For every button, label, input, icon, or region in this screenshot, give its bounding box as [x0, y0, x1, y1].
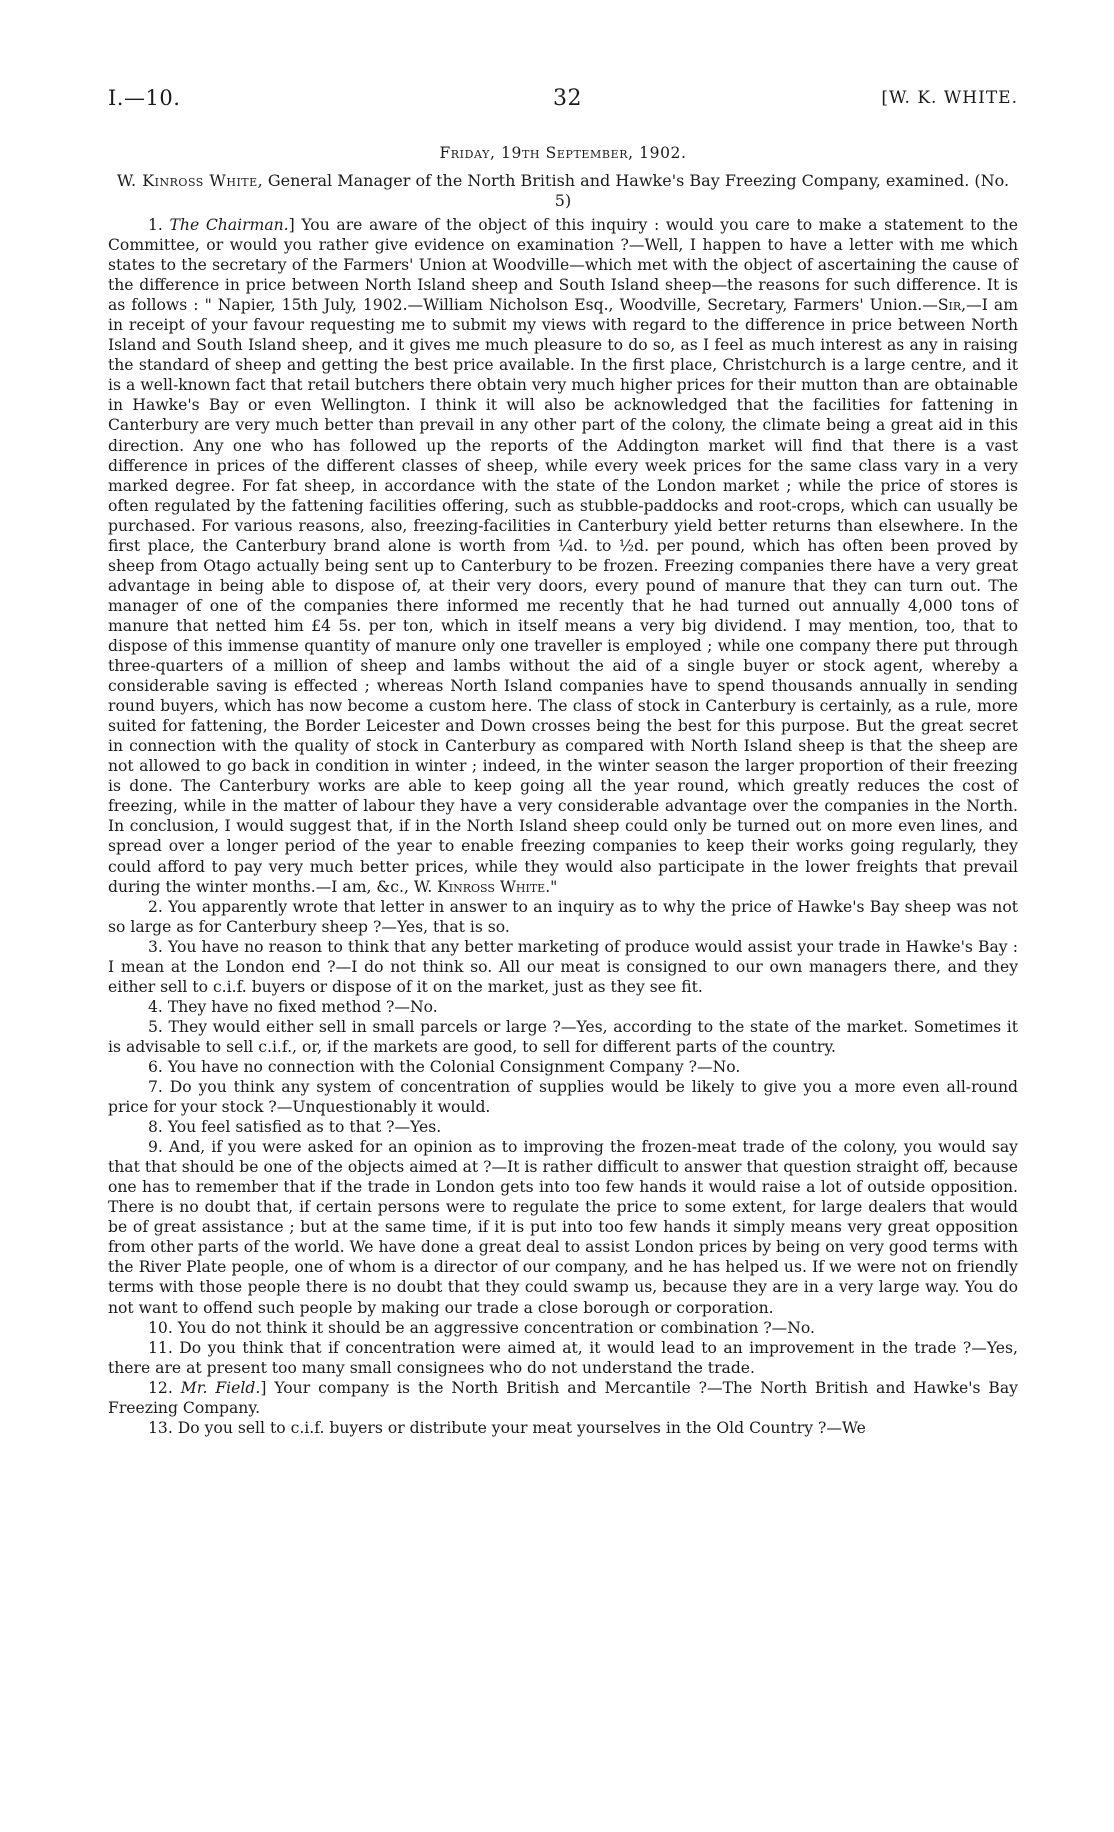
speaker-name: Mr. Field.: [180, 1378, 261, 1397]
question-number: 13.: [148, 1418, 173, 1437]
speaker-name: The Chairman.: [169, 216, 289, 234]
paragraph-text-end: .": [545, 877, 558, 896]
question-number: 1.: [148, 216, 163, 234]
question-paragraph-9: [108, 1137, 1018, 1317]
running-header: [108, 86, 1018, 120]
question-number: 7.: [148, 1078, 163, 1097]
paragraph-text: Your company is the North British and Mercantile ?—The North British and Hawke's Bay Freezing Company.: [108, 1378, 1018, 1417]
question-paragraph-4: [108, 997, 1018, 1017]
question-paragraph-8: [108, 1117, 1018, 1137]
witness-running-head: [W. K. WHITE.: [881, 88, 1018, 108]
paragraph-text: Do you sell to c.i.f. buyers or distribute your meat yourselves in the Old Country ?—We: [172, 1418, 866, 1437]
question-paragraph-12: [108, 1378, 1018, 1418]
letter-signature: Kinross White: [437, 877, 546, 896]
question-number: 5.: [148, 1017, 163, 1036]
paragraph-text-continued: ,—I am in receipt of your favour requesting me to submit my views with regard to the difference in price between North Island and South Island sheep, and it gives me much pleasure to do so, as I feel as much interest as any in raising the standard of sheep and getting the best price available. In the first place, Christchurch is a large centre, and it is a well-known fact that retail butchers there obtain very much higher prices for their mutton than are obtainable in Hawke's Bay or even Wellington. I think it will also be acknowledged that the facilities for fattening in Canterbury are very much better than prevail in any other part of the colony, the climate being a great aid in this direction. Any one who has followed up the reports of the Addington market will find that there is a vast difference in prices of the different classes of sheep, while every week prices for the same class vary in a very marked degree. For fat sheep, in accordance with the state of the London market ; while the price of stores is often regulated by the fattening facilities offering, such as stubble-paddocks and root-crops, which can usually be purchased. For various reasons, also, freezing-facilities in Canterbury yield better returns than elsewhere. In the first place, the Canterbury brand alone is worth from ¼d. to ½d. per pound, which has often been proved by sheep from Otago actually being sent up to Canterbury to be frozen. Freezing companies there have a very great advantage in being able to dispose of, at their very doors, every pound of manure that they can turn out. The manager of one of the companies there informed me recently that he had turned out annually 4,000 tons of manure that netted him £4 5s. per ton, which in itself means a very big dividend. I may mention, too, that to dispose of this immense quantity of manure only one traveller is employed ; while one company there put through three-quarters of a million of sheep and lambs without the aid of a single buyer or stock agent, whereby a considerable saving is effected ; whereas North Island companies have to spend thousands annually in sending round buyers, which has now become a custom here. The class of stock in Canterbury is certainly, as a rule, more suited for fattening, the Border Leicester and Down crosses being the best for this purpose. But the great secret in connection with the quality of stock in Canterbury as compared with North Island sheep is that the sheep are not allowed to go back in condition in winter ; indeed, in the winter season the larger proportion of their freezing is done. The Canterbury works are able to keep going all the year round, which greatly reduces the cost of freezing, while in the matter of labour they have a very considerable advantage over the companies in the North. In conclusion, I would suggest that, if in the North Island sheep could only be turned out on more even lines, and spread over a longer period of the year to enable freezing companies to keep their works going regularly, they could afford to pay very much better prices, while they would also participate in the lower freights that prevail during the winter months.—I am, &c., W.: [108, 296, 1018, 896]
paragraph-text: You are aware of the object of this inquiry : would you care to make a statement to the Committee, or would you rather give evidence on examination ?—Well, I happen to have a letter with me which states to the secretary of the Farmers' Union at Woodville—which met with the object of ascertaining the cause of the difference in price between North Island sheep and South Island sheep—the reasons for such difference. It is as follows : " Napier, 15th July, 1902.—William Nicholson Esq., Woodville, Secretary, Farmers' Union.—: [108, 216, 1018, 315]
question-number: 8.: [148, 1118, 163, 1137]
page-number: 32: [553, 86, 582, 111]
speaker-bracket: ]: [288, 216, 295, 234]
question-number: 2.: [148, 897, 163, 916]
paragraph-text: Do you think any system of concentration of supplies would be likely to give you a more even all-round price for your stock ?—Unquestionably it would.: [108, 1078, 1018, 1117]
witness-name: W. Kinross White: [116, 171, 258, 190]
question-number: 4.: [148, 997, 163, 1016]
paragraph-text: You have no connection with the Colonial Consignment Company ?—No.: [162, 1057, 741, 1076]
paragraph-text: They have no fixed method ?—No.: [162, 997, 438, 1016]
question-number: 6.: [148, 1057, 163, 1076]
witness-description: , General Manager of the North British and Hawke's Bay Freezing Company, examined. (No. 5): [257, 171, 1010, 210]
speaker-bracket: ]: [260, 1378, 267, 1397]
sitting-date: Friday, 19th September, 1902.: [439, 144, 687, 162]
question-paragraph-10: [108, 1318, 1018, 1338]
paragraph-text: You do not think it should be an aggressive concentration or combination ?—No.: [172, 1318, 815, 1337]
witness-heading: [108, 171, 1018, 211]
paragraph-text: They would either sell in small parcels or large ?—Yes, according to the state of the market. Sometimes it is advisable to sell c.i.f., or, if the markets are good, to sell for different parts of the country.: [108, 1017, 1018, 1056]
document-page: [108, 86, 1018, 1438]
question-number: 3.: [148, 937, 163, 956]
paragraph-text: You apparently wrote that letter in answer to an inquiry as to why the price of Hawke's Bay sheep was not so large as for Canterbury sheep ?—Yes, that is so.: [108, 897, 1018, 936]
question-number: 11.: [148, 1338, 173, 1357]
paragraph-text: You have no reason to think that any better marketing of produce would assist your trade in Hawke's Bay : I mean at the London end ?—I do not think so. All our meat is consigned to our own managers there, and they either sell to c.i.f. buyers or dispose of it on the market, just as they see fit.: [108, 937, 1018, 996]
question-paragraph-1: [108, 215, 1018, 897]
question-number: 9.: [148, 1138, 163, 1157]
paper-reference: I.—10.: [108, 86, 181, 110]
question-paragraph-3: [108, 937, 1018, 997]
evidence-body: [108, 215, 1018, 1438]
question-paragraph-11: [108, 1338, 1018, 1378]
letter-salutation: Sir: [937, 296, 962, 315]
question-number: 12.: [148, 1378, 173, 1397]
question-paragraph-6: [108, 1057, 1018, 1077]
question-paragraph-2: [108, 897, 1018, 937]
question-number: 10.: [148, 1318, 173, 1337]
paragraph-text: You feel satisfied as to that ?—Yes.: [162, 1118, 442, 1137]
paragraph-text: Do you think that if concentration were aimed at, it would lead to an improvement in the trade ?—Yes, there are at present too many small consignees who do not understand the trade.: [108, 1338, 1018, 1377]
question-paragraph-13: [108, 1418, 1018, 1438]
question-paragraph-7: [108, 1077, 1018, 1117]
paragraph-text: And, if you were asked for an opinion as to improving the frozen-meat trade of the colony, you would say that that should be one of the objects aimed at ?—It is rather difficult to answer that question straight off, because one has to remember that if the trade in London gets into too few hands it would raise a lot of outside opposition. There is no doubt that, if certain persons were to regulate the price to some extent, for large dealers that would be of great assistance ; but at the same time, if it is put into too few hands it simply means very great opposition from other parts of the world. We have done a great deal to assist London prices by being on very good terms with the River Plate people, one of whom is a director of our company, and he has helped us. If we were not on friendly terms with those people there is no doubt that they could swamp us, because they are in a very large way. You do not want to offend such people by making our trade a close borough or corporation.: [108, 1138, 1018, 1317]
question-paragraph-5: [108, 1017, 1018, 1057]
